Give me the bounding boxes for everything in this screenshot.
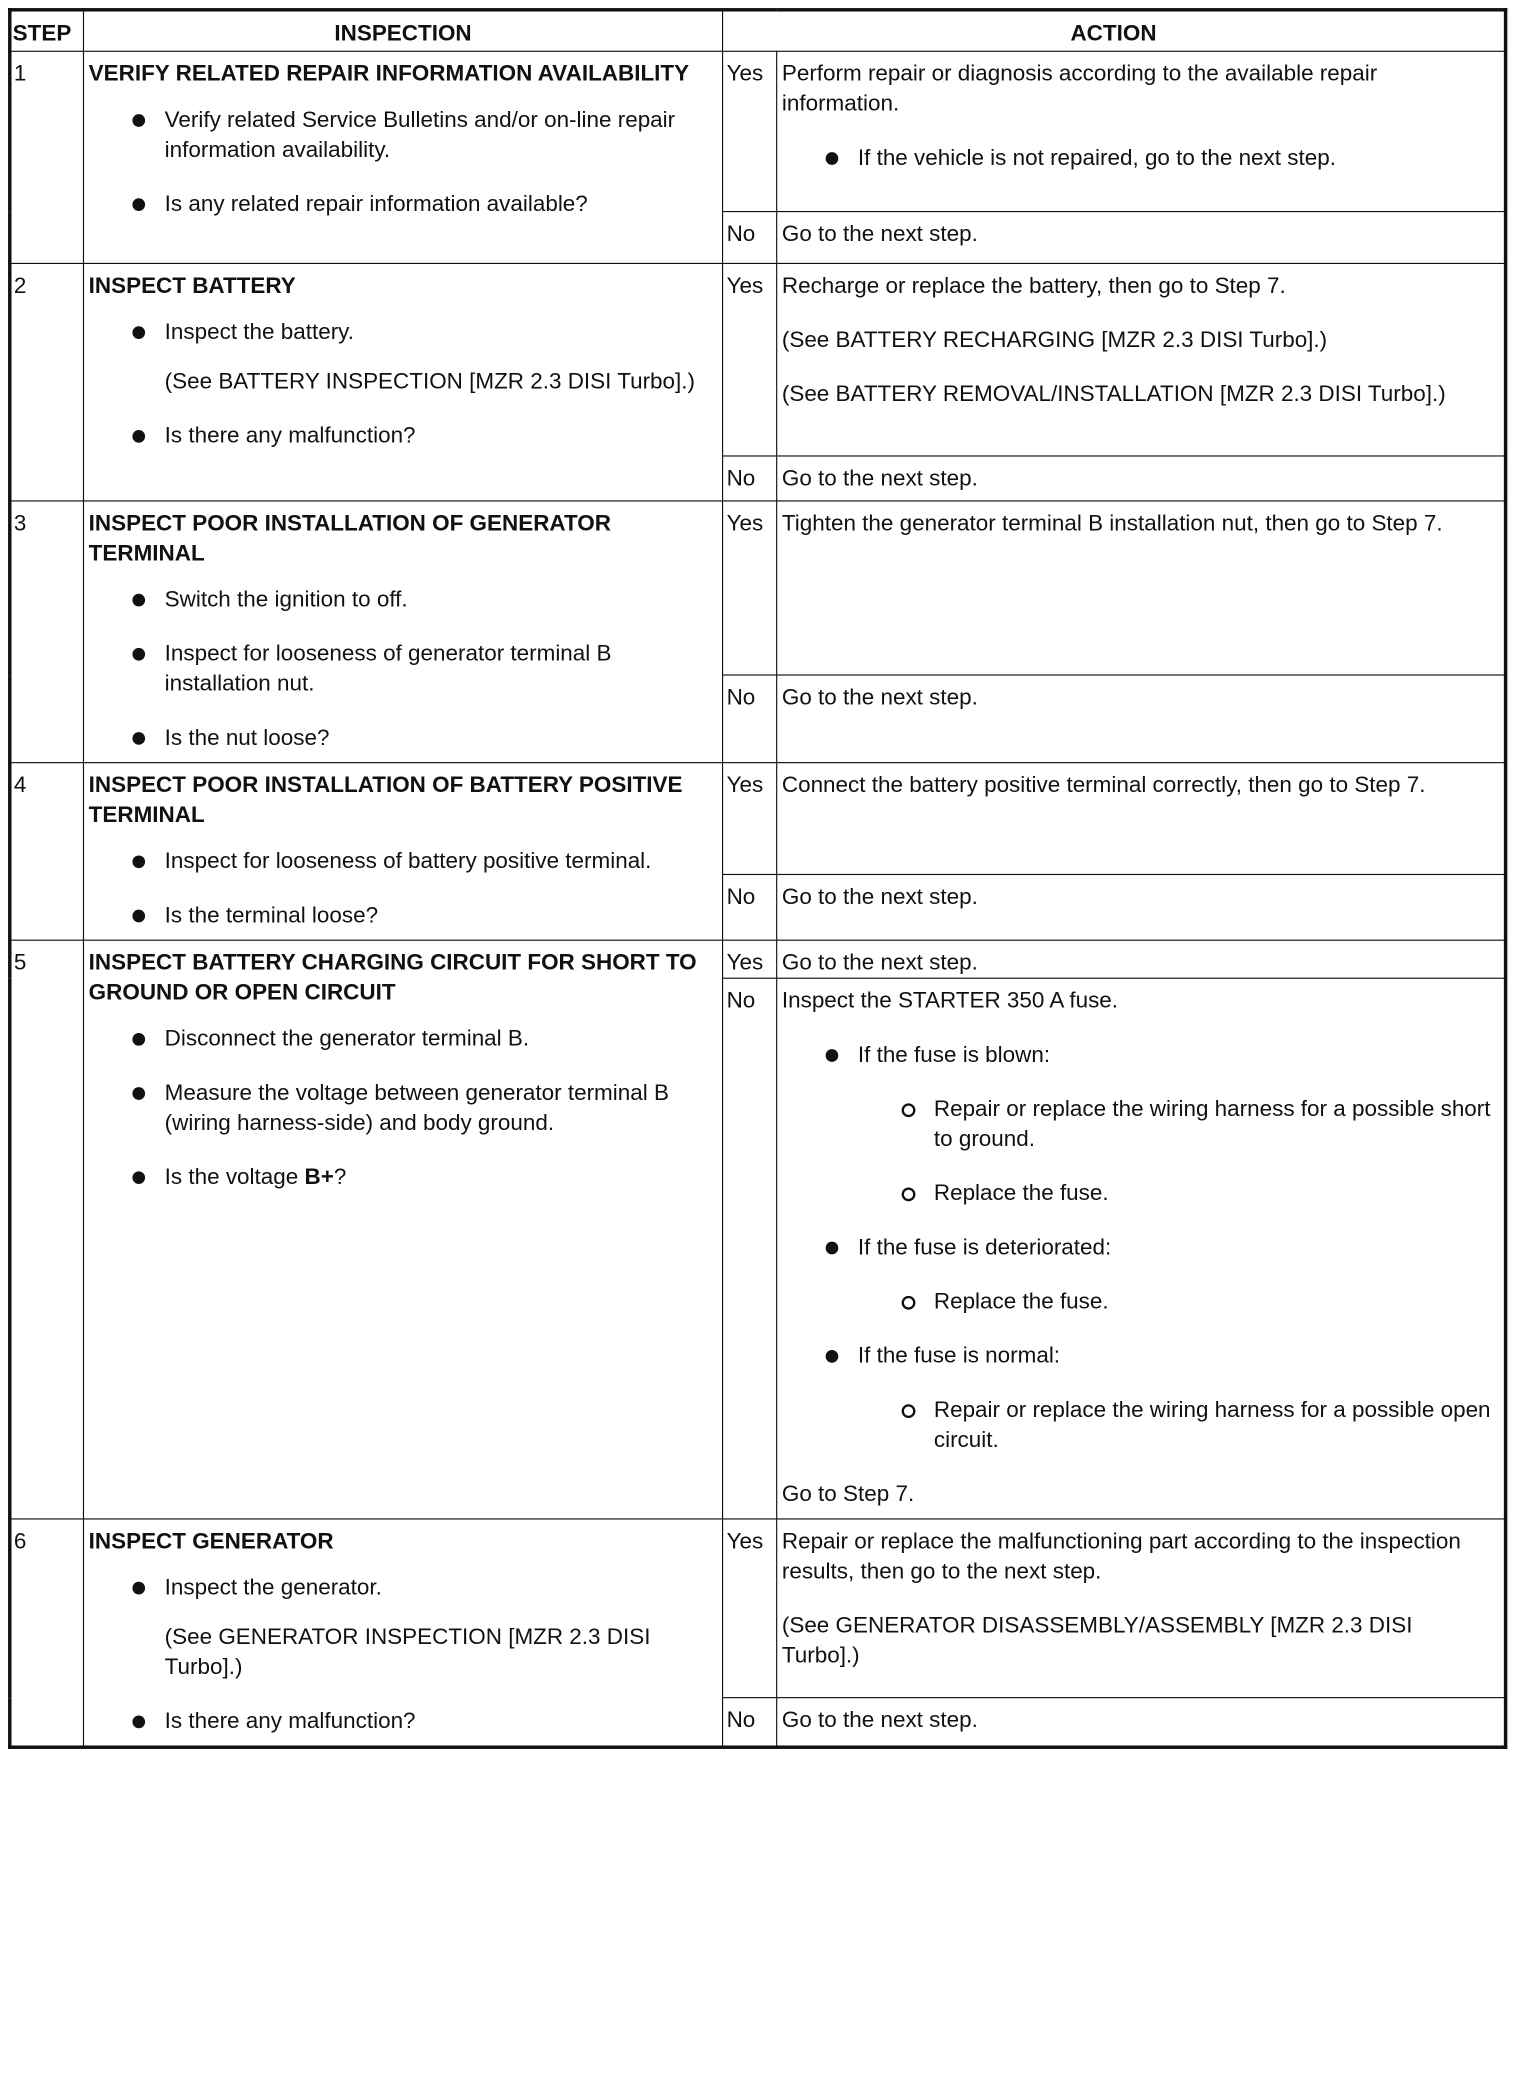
- yes-action: [777, 263, 1506, 456]
- step-number: 5: [10, 940, 84, 1519]
- step-3-yes-row: [10, 501, 1506, 675]
- step-number: 3: [10, 501, 84, 763]
- diagnostic-procedure-table: [8, 8, 1507, 1749]
- action-item: If the fuse is deteriorated:: [782, 1232, 1495, 1262]
- step-title: INSPECT POOR INSTALLATION OF GENERATOR TERMINAL: [88, 510, 611, 567]
- no-action: Go to the next step.: [777, 675, 1506, 762]
- step-2-inspection: [83, 263, 722, 500]
- yes-label: Yes: [723, 263, 777, 456]
- inspection-question: Is the terminal loose?: [89, 900, 711, 930]
- step-2-yes-row: [10, 263, 1506, 456]
- reference-link[interactable]: (See GENERATOR DISASSEMBLY/ASSEMBLY [MZR 2.3 DISI Turbo].): [781, 1612, 1413, 1669]
- no-action: Go to the next step.: [777, 456, 1506, 501]
- inspection-question: Is there any malfunction?: [89, 1706, 711, 1736]
- no-label: No: [723, 456, 777, 501]
- reference-link[interactable]: (See BATTERY INSPECTION [MZR 2.3 DISI Turbo].): [164, 368, 695, 395]
- inspection-question: Is the nut loose?: [89, 723, 711, 753]
- no-action: Go to the next step.: [777, 212, 1506, 264]
- yes-action: [777, 51, 1506, 211]
- reference-link[interactable]: (See GENERATOR INSPECTION [MZR 2.3 DISI Turbo].): [164, 1624, 651, 1680]
- step-1-inspection: [83, 51, 722, 263]
- inspection-item: Verify related Service Bulletins and/or on-line repair information availability.: [89, 105, 711, 165]
- action-text: Recharge or replace the battery, then go to Step 7.: [781, 273, 1286, 299]
- step-4-inspection: [83, 763, 722, 941]
- inspection-item: Switch the ignition to off.: [89, 585, 711, 615]
- inspection-item: Measure the voltage between generator terminal B (wiring harness-side) and body ground.: [89, 1078, 711, 1138]
- inspection-item: Disconnect the generator terminal B.: [89, 1024, 711, 1054]
- yes-label: Yes: [723, 940, 777, 978]
- reference-link[interactable]: (See BATTERY REMOVAL/INSTALLATION [MZR 2.3 DISI Turbo].): [781, 381, 1446, 407]
- action-text: Perform repair or diagnosis according to the available repair information.: [781, 61, 1378, 117]
- inspection-column-header: INSPECTION: [83, 10, 722, 52]
- inspection-item: Inspect the generator.: [89, 1573, 711, 1603]
- yes-action: [777, 1519, 1506, 1698]
- no-action: [777, 978, 1506, 1519]
- action-subitem: Replace the fuse.: [782, 1178, 1495, 1208]
- step-title: INSPECT BATTERY CHARGING CIRCUIT FOR SHORT TO GROUND OR OPEN CIRCUIT: [88, 949, 697, 1006]
- action-subitem: Replace the fuse.: [782, 1287, 1495, 1317]
- yes-label: Yes: [723, 763, 777, 875]
- no-label: No: [723, 1698, 777, 1747]
- inspection-item: Inspect the battery.: [89, 317, 711, 347]
- action-text: Repair or replace the malfunctioning part according to the inspection results, then go to the next step.: [781, 1528, 1461, 1585]
- yes-label: Yes: [723, 1519, 777, 1698]
- no-label: No: [723, 875, 777, 940]
- reference-link[interactable]: (See BATTERY RECHARGING [MZR 2.3 DISI Turbo].): [781, 327, 1328, 353]
- step-1-yes-row: [10, 51, 1506, 211]
- action-subitem: Repair or replace the wiring harness for a possible short to ground.: [782, 1094, 1495, 1154]
- no-label: No: [723, 978, 777, 1519]
- step-6-inspection: [83, 1519, 722, 1747]
- question-text: Is the voltage: [164, 1164, 305, 1190]
- step-5-yes-row: [10, 940, 1506, 978]
- step-title: INSPECT GENERATOR: [88, 1528, 334, 1555]
- step-5-inspection: [83, 940, 722, 1519]
- action-item: If the fuse is blown:: [782, 1040, 1495, 1070]
- inspection-item: Inspect for looseness of generator terminal B installation nut.: [89, 639, 711, 699]
- yes-action: Tighten the generator terminal B installation nut, then go to Step 7.: [777, 501, 1506, 675]
- inspection-question: [89, 1162, 711, 1192]
- no-action: Go to the next step.: [777, 875, 1506, 940]
- action-text: Inspect the STARTER 350 A fuse.: [781, 988, 1119, 1014]
- yes-action: Connect the battery positive terminal correctly, then go to Step 7.: [777, 763, 1506, 875]
- action-item: If the fuse is normal:: [782, 1341, 1495, 1371]
- yes-label: Yes: [723, 501, 777, 675]
- step-number: 2: [10, 263, 84, 500]
- no-label: No: [723, 675, 777, 762]
- action-subitem: Repair or replace the wiring harness for a possible open circuit.: [782, 1395, 1495, 1455]
- step-number: 1: [10, 51, 84, 263]
- inspection-question: Is any related repair information available?: [89, 189, 711, 219]
- yes-action: Go to the next step.: [777, 940, 1506, 978]
- step-title: INSPECT BATTERY: [88, 273, 296, 299]
- step-3-inspection: [83, 501, 722, 763]
- no-label: No: [723, 212, 777, 264]
- inspection-question: Is there any malfunction?: [89, 421, 711, 451]
- yes-label: Yes: [723, 51, 777, 211]
- inspection-item: Inspect for looseness of battery positive terminal.: [89, 846, 711, 876]
- step-number: 4: [10, 763, 84, 941]
- step-title: VERIFY RELATED REPAIR INFORMATION AVAILABILITY: [88, 61, 690, 87]
- step-column-header: STEP: [10, 10, 84, 52]
- step-4-yes-row: [10, 763, 1506, 875]
- action-column-header: ACTION: [723, 10, 1506, 52]
- table-header-row: [10, 10, 1506, 52]
- action-text: Go to Step 7.: [781, 1481, 915, 1507]
- step-number: 6: [10, 1519, 84, 1747]
- step-title: INSPECT POOR INSTALLATION OF BATTERY POSITIVE TERMINAL: [88, 772, 683, 828]
- no-action: Go to the next step.: [777, 1698, 1506, 1747]
- voltage-value: B+: [304, 1164, 334, 1190]
- question-mark: ?: [333, 1164, 347, 1190]
- action-item: If the vehicle is not repaired, go to the next step.: [782, 143, 1495, 173]
- step-6-yes-row: [10, 1519, 1506, 1698]
